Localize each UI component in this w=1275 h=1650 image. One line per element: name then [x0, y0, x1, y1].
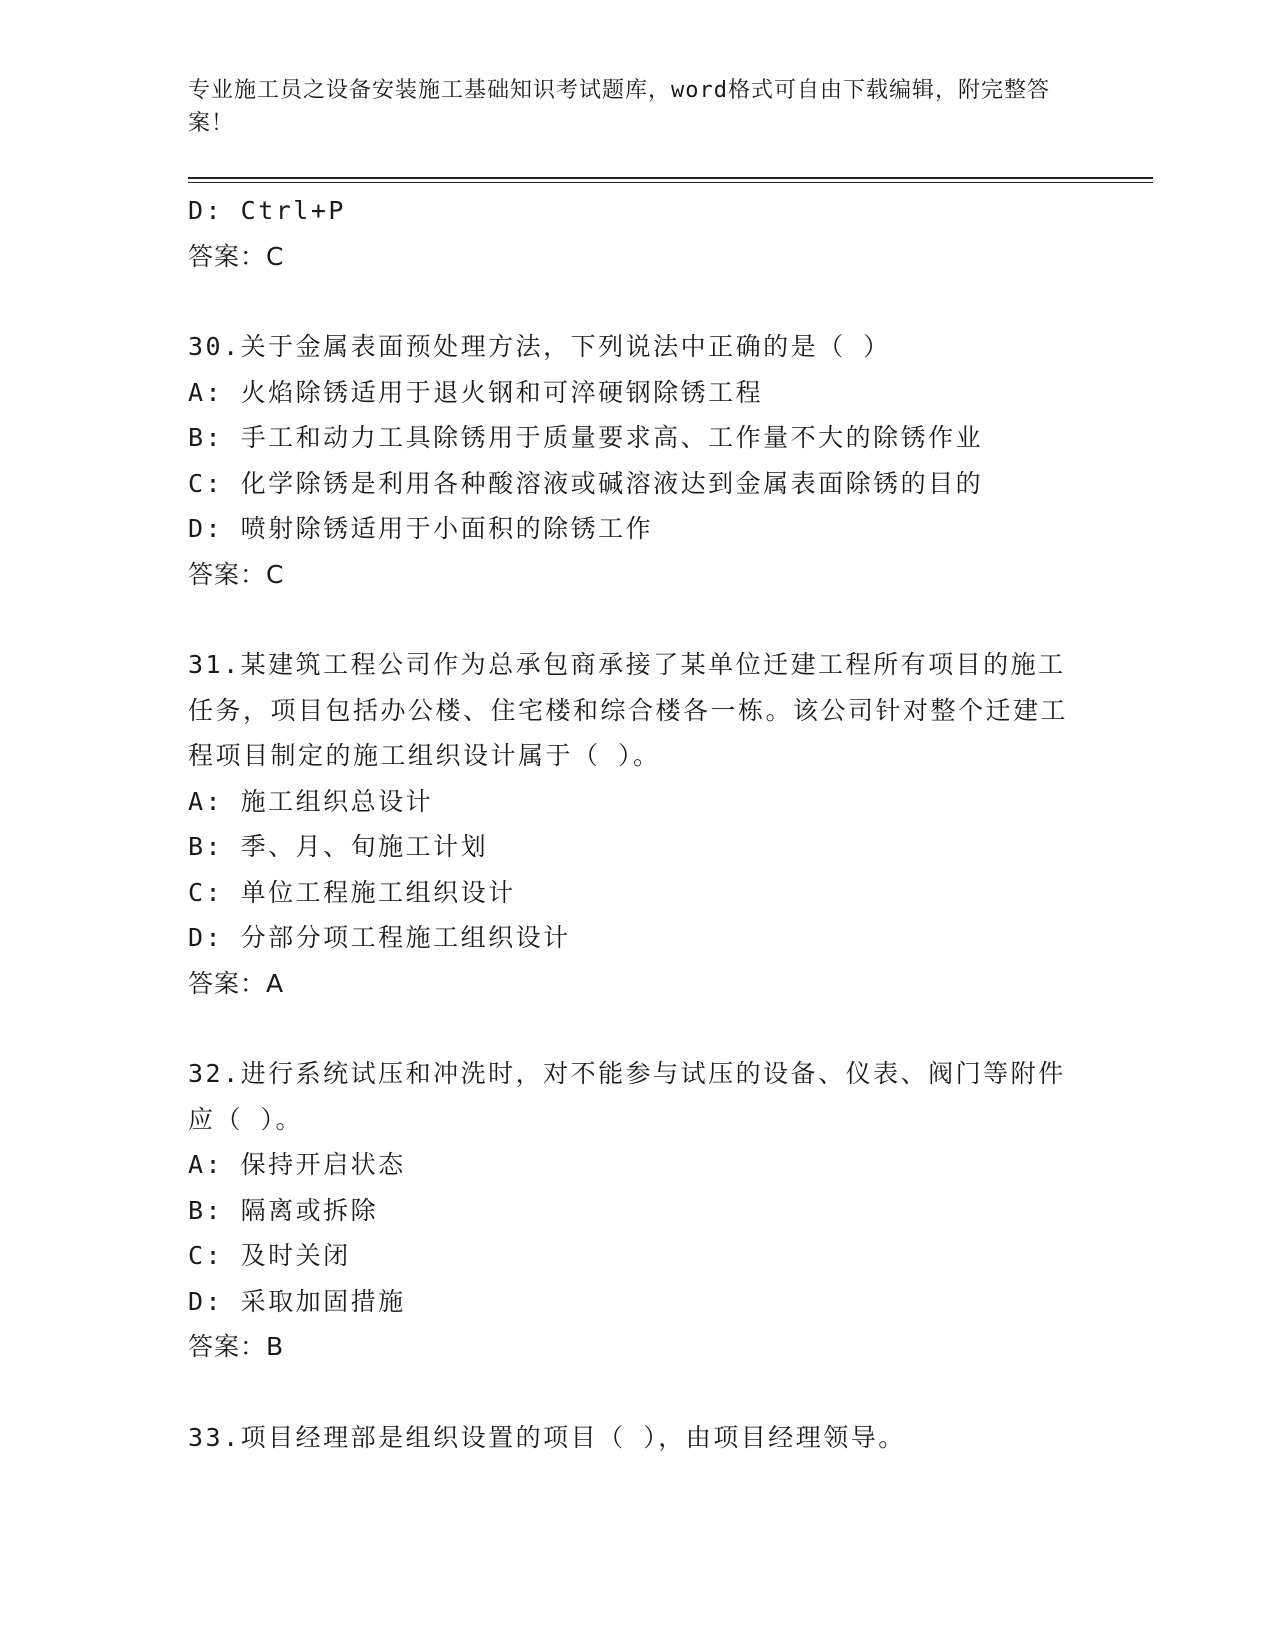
answer-line: 答案：C [188, 559, 285, 589]
question-31 [188, 642, 1078, 1006]
spacer [188, 1006, 1078, 1051]
option-a: A: 保持开启状态 [188, 1150, 406, 1179]
question-stem: 32.进行系统试压和冲洗时，对不能参与试压的设备、仪表、阀门等附件应（ ）。 [188, 1059, 1066, 1134]
option-c: C: 及时关闭 [188, 1241, 351, 1270]
header-divider-thick [188, 177, 1153, 179]
option-d: D: 采取加固措施 [188, 1286, 406, 1316]
answer-line: 答案：A [188, 968, 285, 998]
option-d: D: 分部分项工程施工组织设计 [188, 923, 571, 952]
answer-line: 答案：C [188, 241, 285, 271]
option-d: D: 喷射除锈适用于小面积的除锈工作 [188, 514, 654, 543]
option-a: A: 施工组织总设计 [188, 786, 434, 816]
previous-question-tail [188, 188, 1078, 279]
option-b: B: 手工和动力工具除锈用于质量要求高、工作量不大的除锈作业 [188, 423, 984, 452]
question-30 [188, 324, 1078, 597]
option-b: B: 季、月、旬施工计划 [188, 832, 489, 861]
option-b: B: 隔离或拆除 [188, 1195, 379, 1225]
question-32 [188, 1051, 1078, 1370]
question-stem: 30.关于金属表面预处理方法，下列说法中正确的是（ ） [188, 332, 891, 361]
spacer [188, 1370, 1078, 1415]
option-a: A: 火焰除锈适用于退火钢和可淬硬钢除锈工程 [188, 377, 764, 407]
option-c: C: 单位工程施工组织设计 [188, 877, 516, 907]
spacer [188, 597, 1078, 642]
document-header: 专业施工员之设备安装施工基础知识考试题库，word格式可自由下载编辑，附完整答案！ [188, 78, 1050, 136]
question-stem: 31.某建筑工程公司作为总承包商承接了某单位迁建工程所有项目的施工任务，项目包括办公楼、住宅楼和综合楼各一栋。该公司针对整个迁建工程项目制定的施工组织设计属于（ ）。 [188, 650, 1069, 770]
answer-line: 答案：B [188, 1332, 285, 1361]
option-d: D: Ctrl+P [188, 196, 346, 225]
question-stem: 33.项目经理部是组织设置的项目（ ），由项目经理领导。 [188, 1422, 906, 1452]
header-divider-thin [188, 182, 1153, 183]
question-33 [188, 1415, 1078, 1461]
question-list [188, 188, 1078, 1460]
option-c: C: 化学除锈是利用各种酸溶液或碱溶液达到金属表面除锈的目的 [188, 468, 984, 498]
spacer [188, 279, 1078, 324]
